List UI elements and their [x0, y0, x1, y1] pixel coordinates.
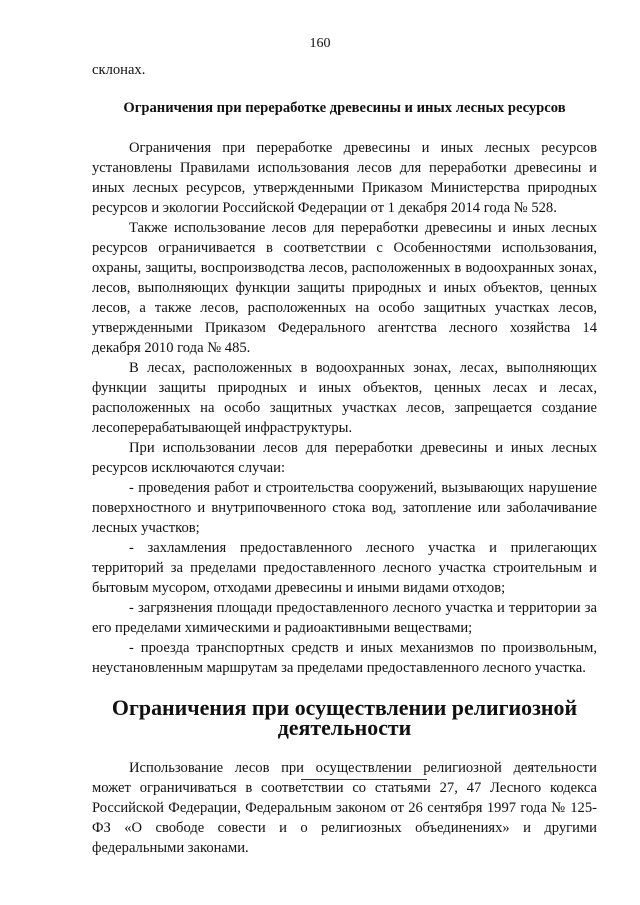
- paragraph: Также использование лесов для переработки древесины и иных лесных ресурсов ограничивается в соответствии с Особенностями использования, охраны, защиты, воспроизводства лесов, расположенных в водоохранных зонах, лесов, выполняющих функции защиты природных и иных объектов, ценных лесов, а также лесов, расположенных на особо защитных участках лесов, утвержденными Приказом Федерального агентства лесного хозяйства 14 декабря 2010 года № 485.: [92, 220, 597, 356]
- list-item: - проведения работ и строительства сооружений, вызывающих нарушение поверхностного и внутрипочвенного стока вод, затопление или заболачивание лесных участков;: [92, 480, 597, 536]
- page-number: 160: [309, 36, 331, 51]
- paragraph: При использовании лесов для переработки древесины и иных лесных ресурсов исключаются случаи:: [92, 440, 597, 476]
- page-content: [92, 60, 597, 858]
- continued-text-fragment: склонах.: [92, 62, 146, 78]
- paragraph: В лесах, расположенных в водоохранных зонах, лесах, выполняющих функции защиты природных и иных объектов, ценных лесах и лесах, расположенных на особо защитных участках лесов, запрещается создание лесоперерабатывающей инфраструктуры.: [92, 360, 597, 436]
- section-heading-wood-processing: Ограничения при переработке древесины и иных лесных ресурсов: [123, 100, 566, 116]
- section-heading-religious-activity: Ограничения при осуществлении религиозной деятельности: [111, 695, 578, 740]
- list-item: - проезда транспортных средств и иных механизмов по произвольным, неустановленным маршрутам за пределами предоставленного лесного участка.: [92, 640, 597, 676]
- end-of-section-rule: [301, 779, 427, 780]
- paragraph: Использование лесов при осуществлении религиозной деятельности может ограничиваться в соответствии со статьями 27, 47 Лесного кодекса Российской Федерации, Федеральным законом от 26 сентября 1997 года № 125-ФЗ «О свободе совести и о религиозных объединениях» и другими федеральными законами.: [92, 760, 597, 856]
- paragraph: Ограничения при переработке древесины и иных лесных ресурсов установлены Правилами использования лесов для переработки древесины и иных лесных ресурсов, утвержденными Приказом Министерства природных ресурсов и экологии Российской Федерации от 1 декабря 2014 года № 528.: [92, 140, 597, 216]
- list-item: - загрязнения площади предоставленного лесного участка и территории за его пределами химическими и радиоактивными веществами;: [92, 600, 597, 636]
- list-item: - захламления предоставленного лесного участка и прилегающих территорий за пределами предоставленного лесного участка строительным и бытовым мусором, отходами древесины и иными видами отходов;: [92, 540, 597, 596]
